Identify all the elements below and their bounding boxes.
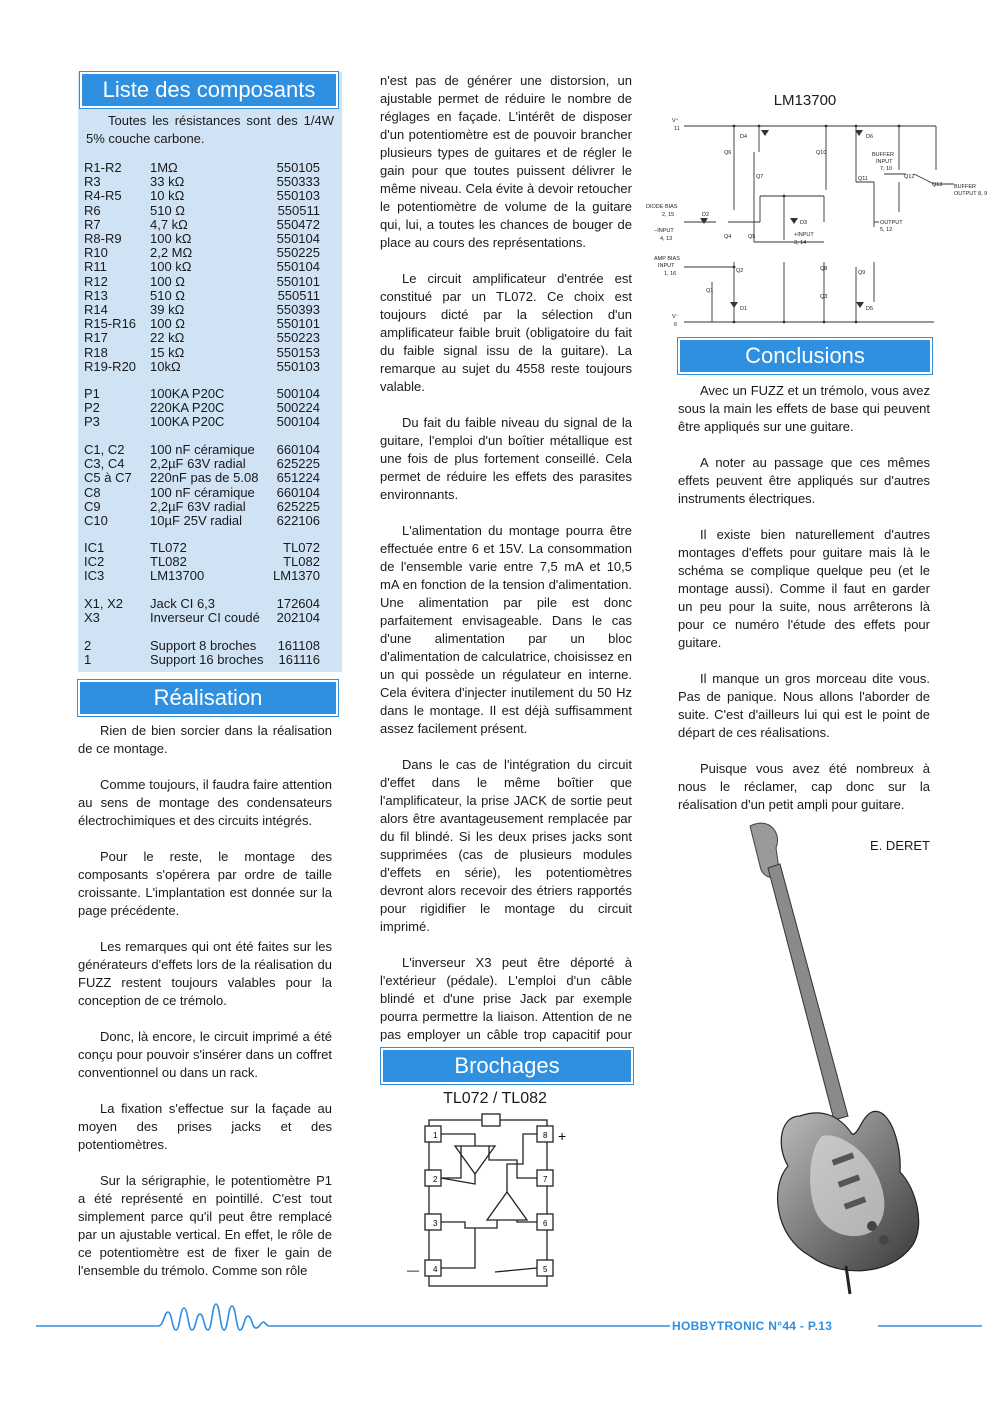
q8-label: Q8 [820, 266, 828, 272]
conclusions-heading: Conclusions [678, 338, 932, 374]
realisation-heading: Réalisation [78, 680, 338, 716]
component-row [84, 610, 320, 625]
d6-label: D6 [866, 134, 874, 140]
component-value: 4,7 kΩ [150, 216, 188, 232]
lm13700-title: LM13700 [773, 92, 837, 109]
component-order-code: 500224 [276, 400, 320, 416]
component-row [84, 302, 320, 317]
amp-bias-input-label: INPUT [658, 263, 675, 269]
component-row [84, 540, 320, 555]
footer-waveform-rule [0, 1300, 992, 1340]
d4-label: D4 [740, 134, 748, 140]
component-reference: C3, C4 [84, 456, 125, 472]
component-value: 100 kΩ [150, 259, 192, 275]
component-row [84, 386, 320, 401]
component-value: 220nF pas de 5.08 [150, 470, 259, 486]
component-row [84, 652, 320, 667]
buffer-output-label: BUFFER [954, 184, 976, 190]
component-reference: IC3 [84, 568, 105, 584]
component-value: 2,2 MΩ [150, 245, 193, 261]
component-row [84, 274, 320, 289]
component-value: 10 kΩ [150, 188, 185, 204]
component-order-code: 660104 [276, 484, 320, 500]
component-reference: C9 [84, 498, 101, 514]
realisation-paragraph: Rien de bien sorcier dans la réalisation de ce montage. [78, 723, 332, 756]
component-row [84, 245, 320, 260]
component-row [84, 217, 320, 232]
component-row [84, 470, 320, 485]
q11-label: Q11 [858, 176, 868, 182]
vplus-label: V⁺ [672, 118, 679, 124]
component-value: 39 kΩ [150, 302, 185, 317]
component-order-code: 625225 [276, 498, 320, 514]
component-reference: X3 [84, 610, 100, 626]
q10-label: Q10 [816, 150, 827, 156]
component-row [84, 568, 320, 583]
pin-7-label: 7 [543, 1175, 548, 1184]
diode-bias-label: DIODE BIAS [646, 204, 678, 210]
amp-bias-label: AMP BIAS [654, 256, 680, 262]
realisation-paragraph: La fixation s'effectue sur la façade au moyen des prises jacks et des potentiomètres. [78, 1101, 332, 1152]
buffer-input-pin-label: 7, 10 [880, 166, 893, 172]
q13-label: Q13 [932, 182, 943, 188]
body-paragraph: n'est pas de générer une distorsion, un ajustable permet de réduire le nombre de réglages en façade. L'intérêt de disposer d'un potentiomètre est de pouvoir brancher plusieurs types de guitares et de régler le gain pour que toutes puissent délivrer le même niveau. Cela évite à devoir retoucher le potentiomètre de volume de la guitare qui, lui, a toutes les chances de bouger de place au cours des représentations. [380, 73, 632, 250]
body-paragraph: Du fait du faible niveau du signal de la guitare, l'emploi d'un boîtier métallique est une fois de plus fortement conseillé. Cela permet de réduire les effets des parasites environnants. [380, 415, 632, 502]
component-value: Inverseur CI coudé [150, 610, 260, 626]
conclusions-paragraph: Il existe bien naturellement d'autres montages d'effets pour guitare mais là le schéma se complique quelque peu (et le montage aussi). Comme il faut en garder un peu pour la suite, nous arrêterons là pour ce numéro l'étude des effets pour guitare. [678, 527, 930, 650]
component-order-code: 622106 [276, 513, 320, 528]
component-value: 100KA P20C [150, 414, 225, 430]
tl072-pinout-diagram [405, 1112, 575, 1294]
component-order-code: 550105 [276, 160, 320, 175]
pin-1-label: 1 [433, 1131, 438, 1140]
body-paragraph: L'alimentation du montage pourra être effectuée entre 6 et 15V. La consommation de l'ensemble varie entre 7,5 mA et 10,5 mA en fonction de la tension d'alimentation. Une alimentation par pile est donc parfaitement envisageable. Dans le cas d'une alimentation par un bloc d'alimentation de calculatrice, choisissez en un qui possède un régulateur en interne. Cela évitera d'injecter inutilement du 50 Hz dans le montage. Il est déjà suffisamment assez facilement présent. [380, 523, 632, 736]
component-row [84, 330, 320, 345]
author-signature: E. DERET [870, 838, 930, 853]
component-value: 100 nF céramique [150, 442, 255, 457]
component-list-intro: Toutes les résistances sont des 1/4W 5% couche carbone. [86, 113, 334, 146]
component-order-code: 550101 [276, 316, 320, 332]
footer-page-reference: HOBBYTRONIC N°44 - P.13 [672, 1319, 833, 1333]
component-value: Jack CI 6,3 [150, 596, 216, 611]
component-order-code: 625225 [276, 456, 320, 472]
realisation-paragraph: Pour le reste, le montage des composants s'opérera par ordre de taille croissante. L'implantation est donnée sur la page précédente. [78, 849, 332, 918]
q12-label: Q12 [904, 174, 915, 180]
amp-bias-pin-label: 1, 16 [664, 271, 677, 277]
tl072-title: TL072 / TL082 [443, 1090, 547, 1107]
plus-input-pin-label: 3, 14 [794, 240, 807, 246]
body-paragraph: Le circuit amplificateur d'entrée est constitué par un TL072. Ce choix est toujours dicté par la sélection d'un amplificateur faible bruit (obligatoire du fait du faible signal issu de la guitare). La remarque au sujet du 4558 reste toujours valable. [380, 271, 632, 394]
d1-label: D1 [740, 306, 748, 312]
component-order-code: 550104 [276, 259, 320, 275]
component-value: 100 Ω [150, 316, 186, 332]
component-value: 2,2µF 63V radial [150, 498, 246, 514]
component-value: 510 Ω [150, 202, 186, 218]
component-row [84, 442, 320, 457]
realisation-paragraph: Comme toujours, il faudra faire attention au sens de montage des condensateurs électrochimiques et des circuits intégrés. [78, 777, 332, 828]
component-reference: P1 [84, 386, 100, 401]
pin-8-label: 8 [543, 1131, 548, 1140]
component-order-code: 550225 [276, 245, 320, 261]
component-order-code: 550393 [276, 302, 320, 317]
component-reference: 2 [84, 638, 92, 653]
component-reference: R1-R2 [84, 160, 122, 175]
component-value: TL072 [150, 540, 187, 555]
component-reference: R11 [84, 259, 107, 275]
component-reference: P3 [84, 414, 100, 430]
component-row [84, 288, 320, 303]
component-order-code: 550103 [276, 358, 320, 374]
component-row [84, 414, 320, 429]
component-row [84, 638, 320, 653]
component-reference: 1 [84, 652, 92, 668]
component-row [84, 188, 320, 203]
body-paragraph: L'inverseur X3 peut être déporté à l'extérieur (pédale). L'emploi d'un câble blindé et d'une prise Jack par exemple pourra permettre la liaison. Attention de ne pas employer un câble trop capacitif pour [380, 955, 632, 1042]
component-row [84, 554, 320, 569]
middle-column-text [380, 72, 632, 1098]
realisation-text [78, 722, 332, 1298]
buffer-output-label-2: OUTPUT 8, 9 [954, 191, 988, 197]
component-order-code: TL072 [283, 540, 320, 555]
d3-label: D3 [800, 220, 808, 226]
component-value: Support 16 broches [150, 652, 264, 668]
conclusions-paragraph: Puisque vous avez été nombreux à nous le réclamer, cap donc sur la réalisation d'un petit ampli pour guitare. [678, 761, 930, 812]
component-row [84, 513, 320, 528]
minus-input-pin-label: 4, 13 [660, 236, 673, 242]
output-label: OUTPUT [880, 220, 903, 226]
component-order-code: TL082 [283, 554, 320, 570]
component-reference: R6 [84, 202, 101, 218]
component-value: 100 nF céramique [150, 484, 255, 500]
component-reference: C5 à C7 [84, 470, 132, 486]
component-row [84, 456, 320, 471]
component-value: Support 8 broches [150, 638, 257, 653]
plus-supply-label: + [558, 1128, 567, 1144]
component-value: 2,2µF 63V radial [150, 456, 246, 472]
brochages-heading: Brochages [381, 1048, 633, 1084]
component-order-code: 202104 [276, 610, 320, 626]
minus-supply-label: — [407, 1263, 419, 1277]
component-order-code: 651224 [276, 470, 320, 486]
component-row [84, 345, 320, 360]
d2-label: D2 [702, 212, 710, 218]
buffer-input-label-2: INPUT [876, 159, 893, 165]
component-order-code: 172604 [276, 596, 320, 611]
component-reference: R17 [84, 330, 108, 346]
component-order-code: 660104 [276, 442, 320, 457]
component-row [84, 499, 320, 514]
component-value: LM13700 [150, 568, 205, 584]
component-row [84, 485, 320, 500]
component-list-box [78, 72, 342, 672]
plus-input-label: +INPUT [794, 232, 814, 238]
component-reference: C1, C2 [84, 442, 125, 457]
component-value: 33 kΩ [150, 174, 185, 190]
component-row [84, 174, 320, 189]
component-reference: R12 [84, 273, 108, 289]
pin-3-label: 3 [433, 1219, 438, 1228]
electric-guitar-image [740, 816, 940, 1296]
component-reference: R3 [84, 174, 101, 190]
q4-label: Q4 [724, 234, 732, 240]
component-row [84, 203, 320, 218]
q7-label: Q7 [756, 174, 764, 180]
component-order-code: 550511 [277, 287, 320, 303]
component-reference: R19-R20 [84, 358, 137, 374]
pin-6-label: 6 [543, 1219, 548, 1228]
component-reference: C8 [84, 484, 101, 500]
component-value: TL082 [150, 554, 187, 570]
pin-2-label: 2 [433, 1175, 438, 1184]
vminus-pin-label: 6 [674, 322, 678, 328]
component-row [84, 400, 320, 415]
pin-4-label: 4 [433, 1265, 438, 1274]
conclusions-paragraph: A noter au passage que ces mêmes effets peuvent être appliqués sur d'autres instruments électriques. [678, 455, 930, 506]
vminus-label: V⁻ [672, 314, 679, 320]
minus-input-label: −INPUT [654, 228, 674, 234]
component-reference: R15-R16 [84, 316, 137, 332]
lm13700-schematic [644, 112, 988, 332]
component-reference: R8-R9 [84, 231, 122, 246]
component-reference: R18 [84, 344, 108, 360]
component-order-code: 550333 [276, 174, 320, 190]
component-reference: R4-R5 [84, 188, 122, 204]
component-order-code: LM1370 [273, 568, 320, 584]
conclusions-text [678, 382, 930, 832]
component-value: 100 Ω [150, 273, 186, 289]
component-value: 10µF 25V radial [150, 513, 243, 528]
component-order-code: 550223 [276, 330, 320, 346]
component-order-code: 550153 [276, 344, 320, 360]
component-value: 100KA P20C [150, 386, 225, 401]
component-value: 1MΩ [150, 160, 178, 175]
output-pin-label: 5, 12 [880, 227, 893, 233]
component-row [84, 160, 320, 175]
component-order-code: 550472 [276, 216, 320, 232]
component-order-code: 550104 [276, 231, 320, 246]
realisation-paragraph: Les remarques qui ont été faites sur les générateurs d'effets lors de la réalisation du FUZZ restent toujours valables pour la conception de ce trémolo. [78, 939, 332, 1008]
component-reference: R14 [84, 302, 108, 317]
realisation-paragraph: Donc, là encore, le circuit imprimé a été conçu pour pouvoir s'insérer dans un coffret conventionnel ou dans un rack. [78, 1029, 332, 1080]
component-row [84, 316, 320, 331]
component-reference: R7 [84, 216, 101, 232]
component-row [84, 596, 320, 611]
pin-5-label: 5 [543, 1265, 548, 1274]
component-order-code: 161116 [278, 652, 320, 668]
conclusions-paragraph: Avec un FUZZ et un trémolo, vous avez sous la main les effets de base qui peuvent être appliqués sur une guitare. [678, 383, 930, 434]
q3-label: Q3 [820, 294, 828, 300]
conclusions-paragraph: Il manque un gros morceau dite vous. Pas de panique. Nous allons l'aborder de suite. C'est d'ailleurs lui qui est le point de départ de ces réalisations. [678, 671, 930, 740]
component-value: 10kΩ [150, 358, 181, 374]
component-order-code: 550511 [277, 202, 320, 218]
component-reference: X1, X2 [84, 596, 124, 611]
body-paragraph: Dans le cas de l'intégration du circuit d'effet dans le même boîtier que l'amplificateur, la prise JACK de sortie peut alors être avantageusement remplacée par du fil blindé. Si les deux prises jacks sont supprimées (cas de plusieurs modules d'effets en série), les potentiomètres devront alors recevoir des étriers rapportés pour rigidifier le montage du circuit imprimé. [380, 757, 632, 934]
component-reference: IC1 [84, 540, 105, 555]
component-order-code: 500104 [276, 414, 320, 430]
component-order-code: 550103 [276, 188, 320, 204]
realisation-paragraph: Sur la sérigraphie, le potentiomètre P1 a été représenté en pointillé. C'est tout simplement parce qu'il peut être remplacé par un ajustable vertical. En effet, le rôle de ce potentiomètre est de fixer le gain de l'ensemble du trémolo. Comme son rôle [78, 1173, 332, 1278]
vplus-pin-label: 11 [674, 126, 680, 132]
component-value: 100 kΩ [150, 231, 192, 246]
buffer-input-label: BUFFER [872, 152, 894, 158]
component-order-code: 161108 [277, 638, 320, 653]
d5-label: D5 [866, 306, 874, 312]
q2-label: Q2 [736, 268, 744, 274]
component-reference: C10 [84, 513, 108, 528]
q6-label: Q6 [724, 150, 732, 156]
component-list-heading: Liste des composants [80, 72, 338, 108]
component-value: 510 Ω [150, 287, 186, 303]
component-value: 220KA P20C [150, 400, 225, 416]
component-row [84, 231, 320, 246]
q1-label: Q1 [706, 288, 714, 294]
component-reference: R10 [84, 245, 108, 261]
component-order-code: 500104 [276, 386, 320, 401]
q9-label: Q9 [858, 270, 866, 276]
component-reference: P2 [84, 400, 100, 416]
component-row [84, 259, 320, 274]
component-value: 22 kΩ [150, 330, 185, 346]
component-reference: IC2 [84, 554, 105, 570]
diode-bias-pin-label: 2, 15 [662, 212, 675, 218]
component-value: 15 kΩ [150, 344, 185, 360]
component-row [84, 359, 320, 374]
component-reference: R13 [84, 287, 108, 303]
q5-label: Q5 [748, 234, 756, 240]
component-order-code: 550101 [276, 273, 320, 289]
